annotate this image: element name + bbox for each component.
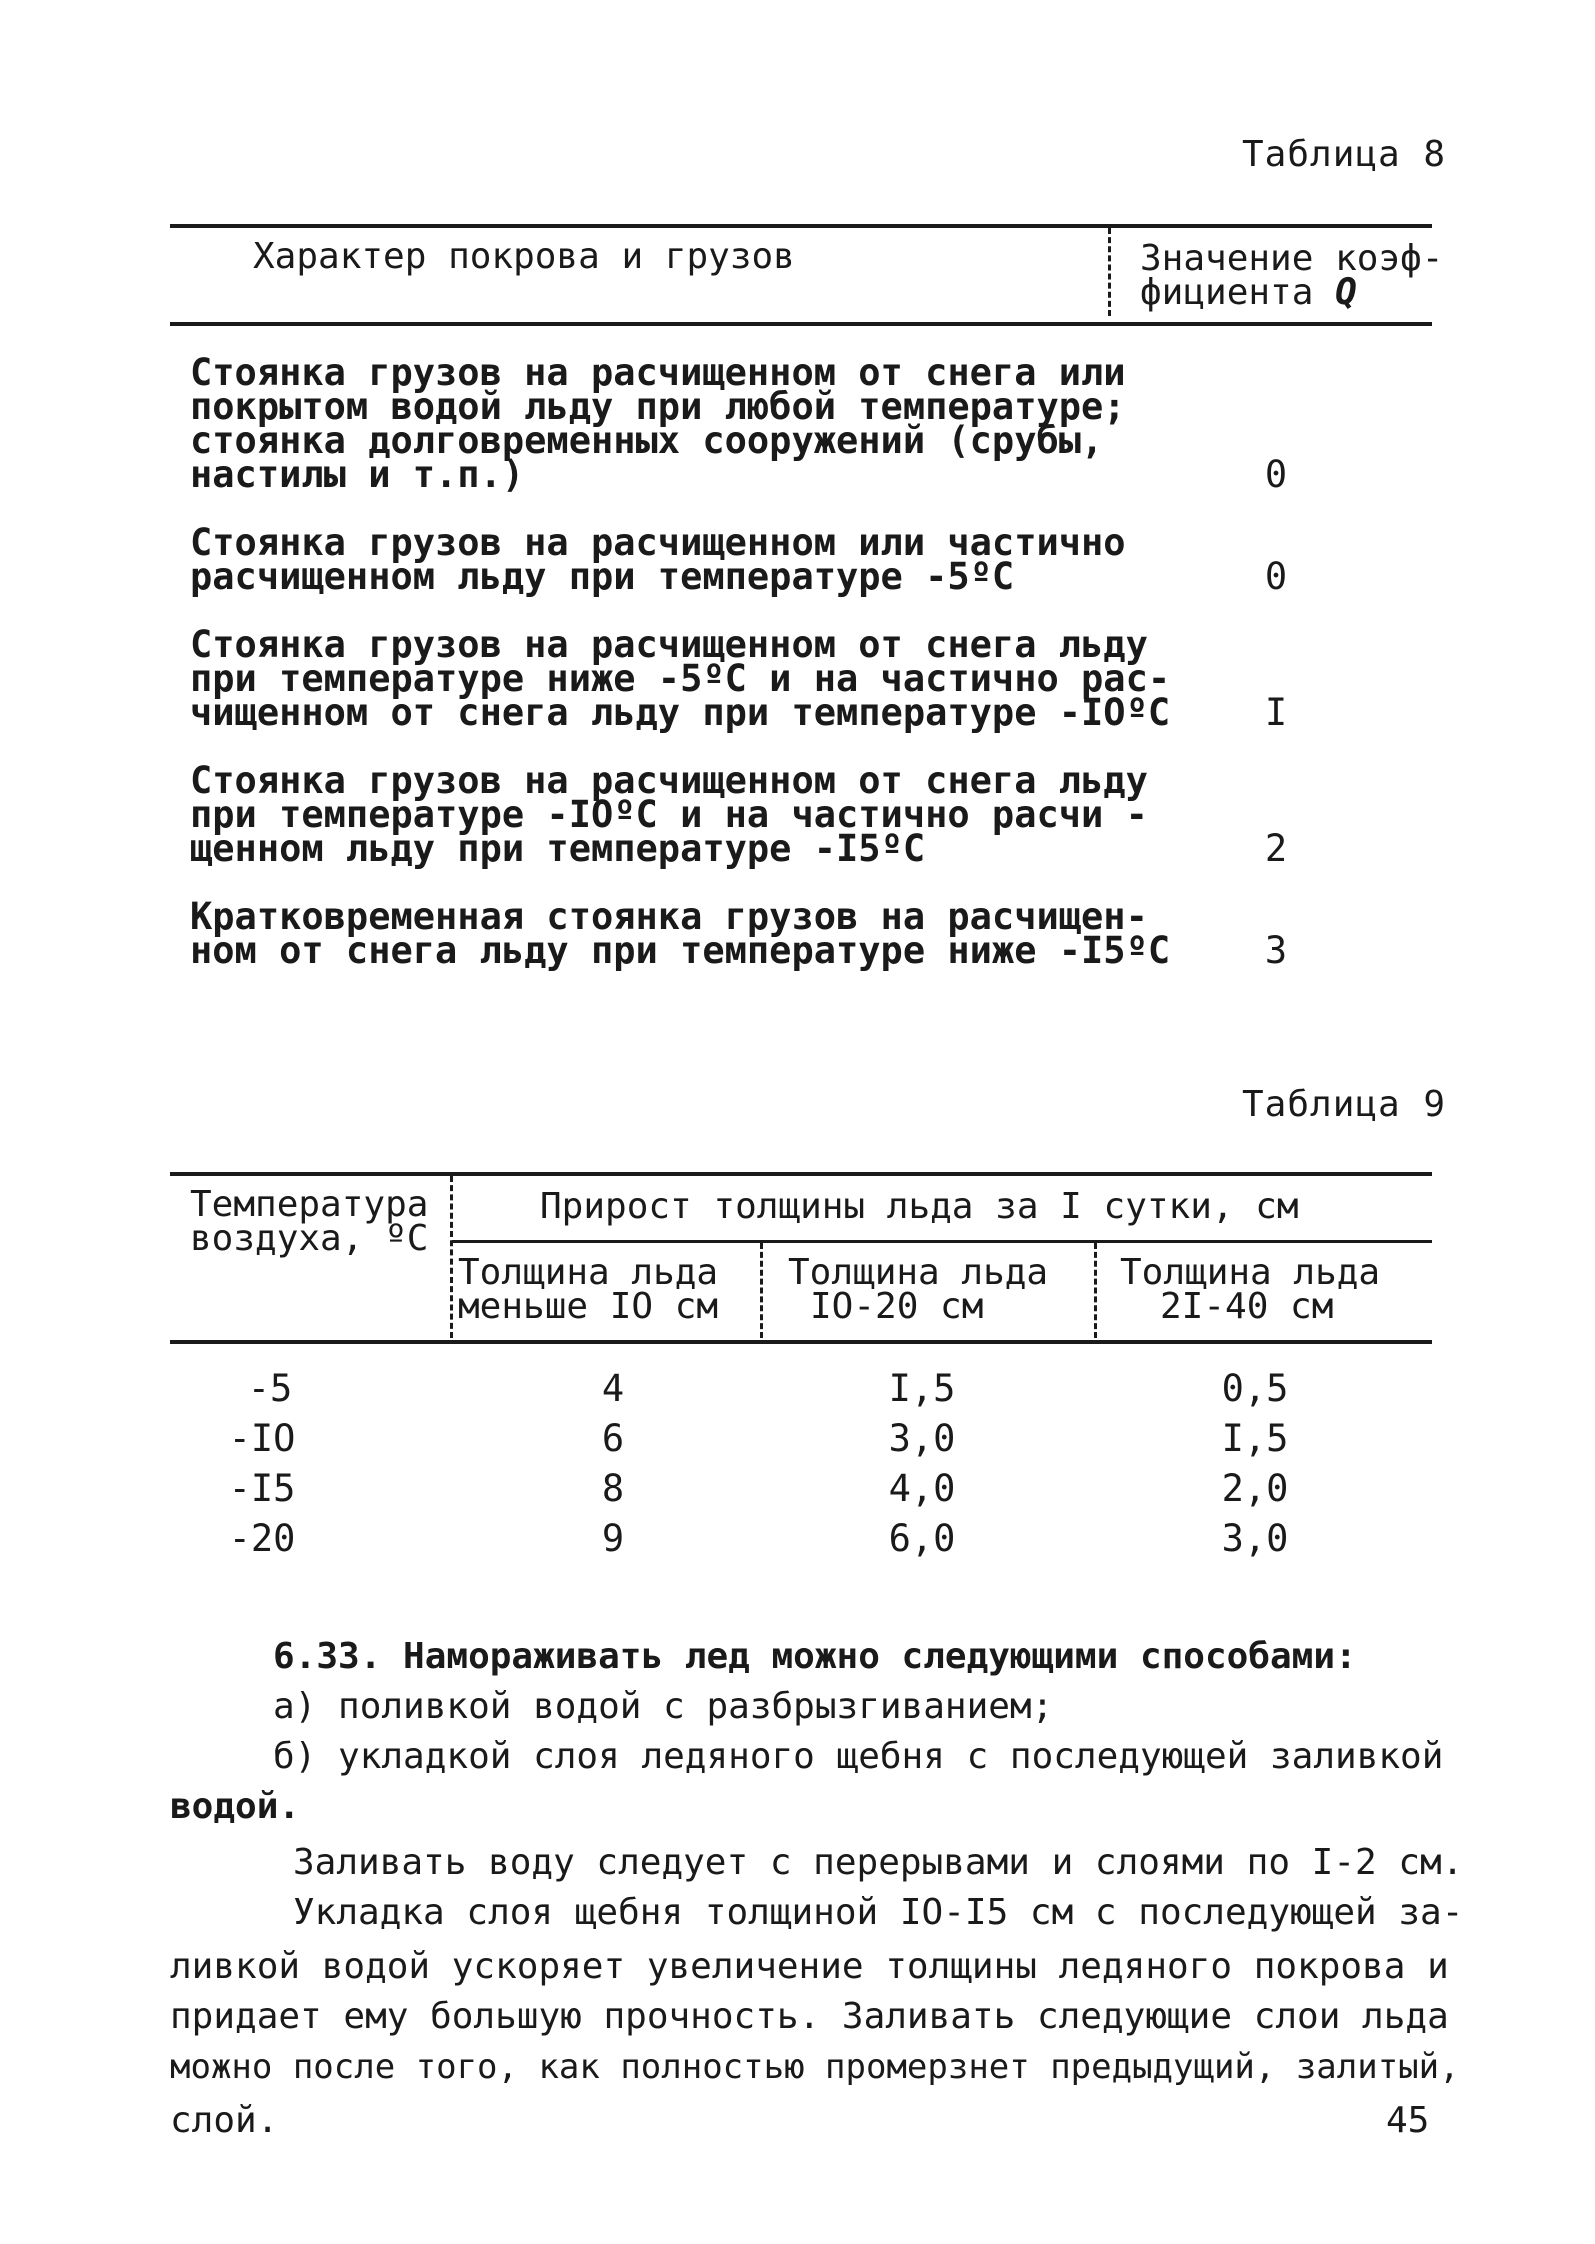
table8-row-1-line-2: покрытом водой льду при любой температуре; xyxy=(190,385,1126,428)
table9-subheader-2-line2: IO-20 см xyxy=(810,1286,984,1327)
table9-row-4-temp: -20 xyxy=(228,1517,296,1560)
paragraph-item-b-line2: водой. xyxy=(170,1786,301,1827)
table9-col1-divider xyxy=(450,1176,453,1338)
table8-row-1-line-1: Стоянка грузов на расчищенном от снега или xyxy=(190,351,1126,394)
table8-header-rule xyxy=(170,322,1432,326)
table9-subheader-2-line1: Толщина льда xyxy=(788,1252,1049,1293)
table9-header-rule xyxy=(170,1340,1432,1344)
table8-row-4-line-1: Стоянка грузов на расчищенном от снега льду xyxy=(190,759,1148,802)
table8-row-3-line-3: чищенном от снега льду при температуре -IOºС xyxy=(190,691,1171,734)
table8-row-1-line-3: стоянка долговременных сооружений (срубы, xyxy=(190,419,1104,462)
table9-caption: Таблица 9 xyxy=(1242,1084,1447,1125)
table8-row-2-line-2: расчищенном льду при температуре -5ºС xyxy=(190,555,1015,598)
table9-row-2-c1: 6 xyxy=(601,1417,625,1460)
table9-row-1-c1: 4 xyxy=(601,1367,625,1410)
table9-subheader-3-line1: Толщина льда xyxy=(1120,1252,1381,1293)
paragraph-pour-water: Заливать воду следует с перерывами и слоями по I-2 см. xyxy=(293,1842,1464,1883)
table9-col1-header-line2: воздуха, ºС xyxy=(190,1218,429,1259)
table8-row-3-line-1: Стоянка грузов на расчищенном от снега льду xyxy=(190,623,1148,666)
table9-subheader-3-line2: 2I-40 см xyxy=(1160,1286,1334,1327)
table9-row-3-temp: -I5 xyxy=(228,1467,296,1510)
table9-row-2-c2: 3,0 xyxy=(888,1417,956,1460)
table8-col2-header-line1: Значение коэф- xyxy=(1140,238,1444,279)
table8-row-5-line-2: ном от снега льду при температуре ниже -I5ºС xyxy=(190,929,1171,972)
table8-col1-header: Характер покрова и грузов xyxy=(253,236,795,277)
table9-row-4-c2: 6,0 xyxy=(888,1517,956,1560)
paragraph-6-33: 6.33. Намораживать лед можно следующими способами: xyxy=(273,1636,1357,1677)
table8-col2-header-line2 xyxy=(1140,272,1357,313)
table8-row-5-line-1: Кратковременная стоянка грузов на расчищен- xyxy=(190,895,1148,938)
paragraph-gravel-line5: слой. xyxy=(170,2100,279,2141)
paragraph-item-b-line1: б) укладкой слоя ледяного щебня с последующей заливкой xyxy=(273,1736,1444,1777)
table8-row-4-line-3: щенном льду при температуре -I5ºС xyxy=(190,827,926,870)
table9-row-4-c1: 9 xyxy=(601,1517,625,1560)
table8-col2-header-text: фициента xyxy=(1140,272,1314,313)
table9-col2-divider xyxy=(760,1243,763,1338)
table8-row-4-line-2: при температуре -IOºС и на частично расчи - xyxy=(190,793,1148,836)
table8-caption: Таблица 8 xyxy=(1242,134,1447,175)
table8-row-2-value: 0 xyxy=(1264,555,1288,598)
table9-group-header: Прирост толщины льда за I сутки, см xyxy=(540,1186,1299,1227)
table9-row-3-c2: 4,0 xyxy=(888,1467,956,1510)
coefficient-symbol: Q xyxy=(1335,272,1357,313)
table9-row-4-c3: 3,0 xyxy=(1221,1517,1289,1560)
table8-row-1-line-4: настилы и т.п.) xyxy=(190,453,525,496)
table8-row-2-line-1: Стоянка грузов на расчищенном или частично xyxy=(190,521,1126,564)
table9-col3-divider xyxy=(1094,1243,1097,1338)
table8-top-rule xyxy=(170,224,1432,228)
table9-row-3-c3: 2,0 xyxy=(1221,1467,1289,1510)
table9-row-2-temp: -IO xyxy=(228,1417,296,1460)
page-number: 45 xyxy=(1386,2100,1430,2141)
table9-col1-header-line1: Температура xyxy=(190,1184,429,1225)
paragraph-gravel-line2: ливкой водой ускоряет увеличение толщины ледяного покрова и xyxy=(170,1946,1449,1987)
table9-subheader-1-line1: Толщина льда xyxy=(458,1252,719,1293)
table9-subheader-rule xyxy=(452,1240,1432,1243)
table9-row-1-c3: 0,5 xyxy=(1221,1367,1289,1410)
table9-row-1-temp: -5 xyxy=(247,1367,293,1410)
table8-header-divider xyxy=(1108,228,1111,316)
table9-top-rule xyxy=(170,1172,1432,1176)
table9-row-1-c2: I,5 xyxy=(888,1367,956,1410)
table9-subheader-1-line2: меньше IO см xyxy=(458,1286,719,1327)
paragraph-gravel-line1: Укладка слоя щебня толщиной IO-I5 см с последующей за- xyxy=(293,1892,1464,1933)
table8-row-3-value: I xyxy=(1264,691,1288,734)
table9-row-3-c1: 8 xyxy=(601,1467,625,1510)
table8-row-5-value: 3 xyxy=(1264,929,1288,972)
table8-row-3-line-2: при температуре ниже -5ºС и на частично рас- xyxy=(190,657,1171,700)
paragraph-gravel-line3: придает ему большую прочность. Заливать следующие слои льда xyxy=(170,1996,1449,2037)
paragraph-gravel-line4: можно после того, как полностью промерзнет предыдущий, залитый, xyxy=(170,2047,1460,2087)
table8-row-4-value: 2 xyxy=(1264,827,1288,870)
paragraph-item-a: а) поливкой водой с разбрызгиванием; xyxy=(273,1686,1054,1727)
table8-row-1-value: 0 xyxy=(1264,453,1288,496)
table9-row-2-c3: I,5 xyxy=(1221,1417,1289,1460)
